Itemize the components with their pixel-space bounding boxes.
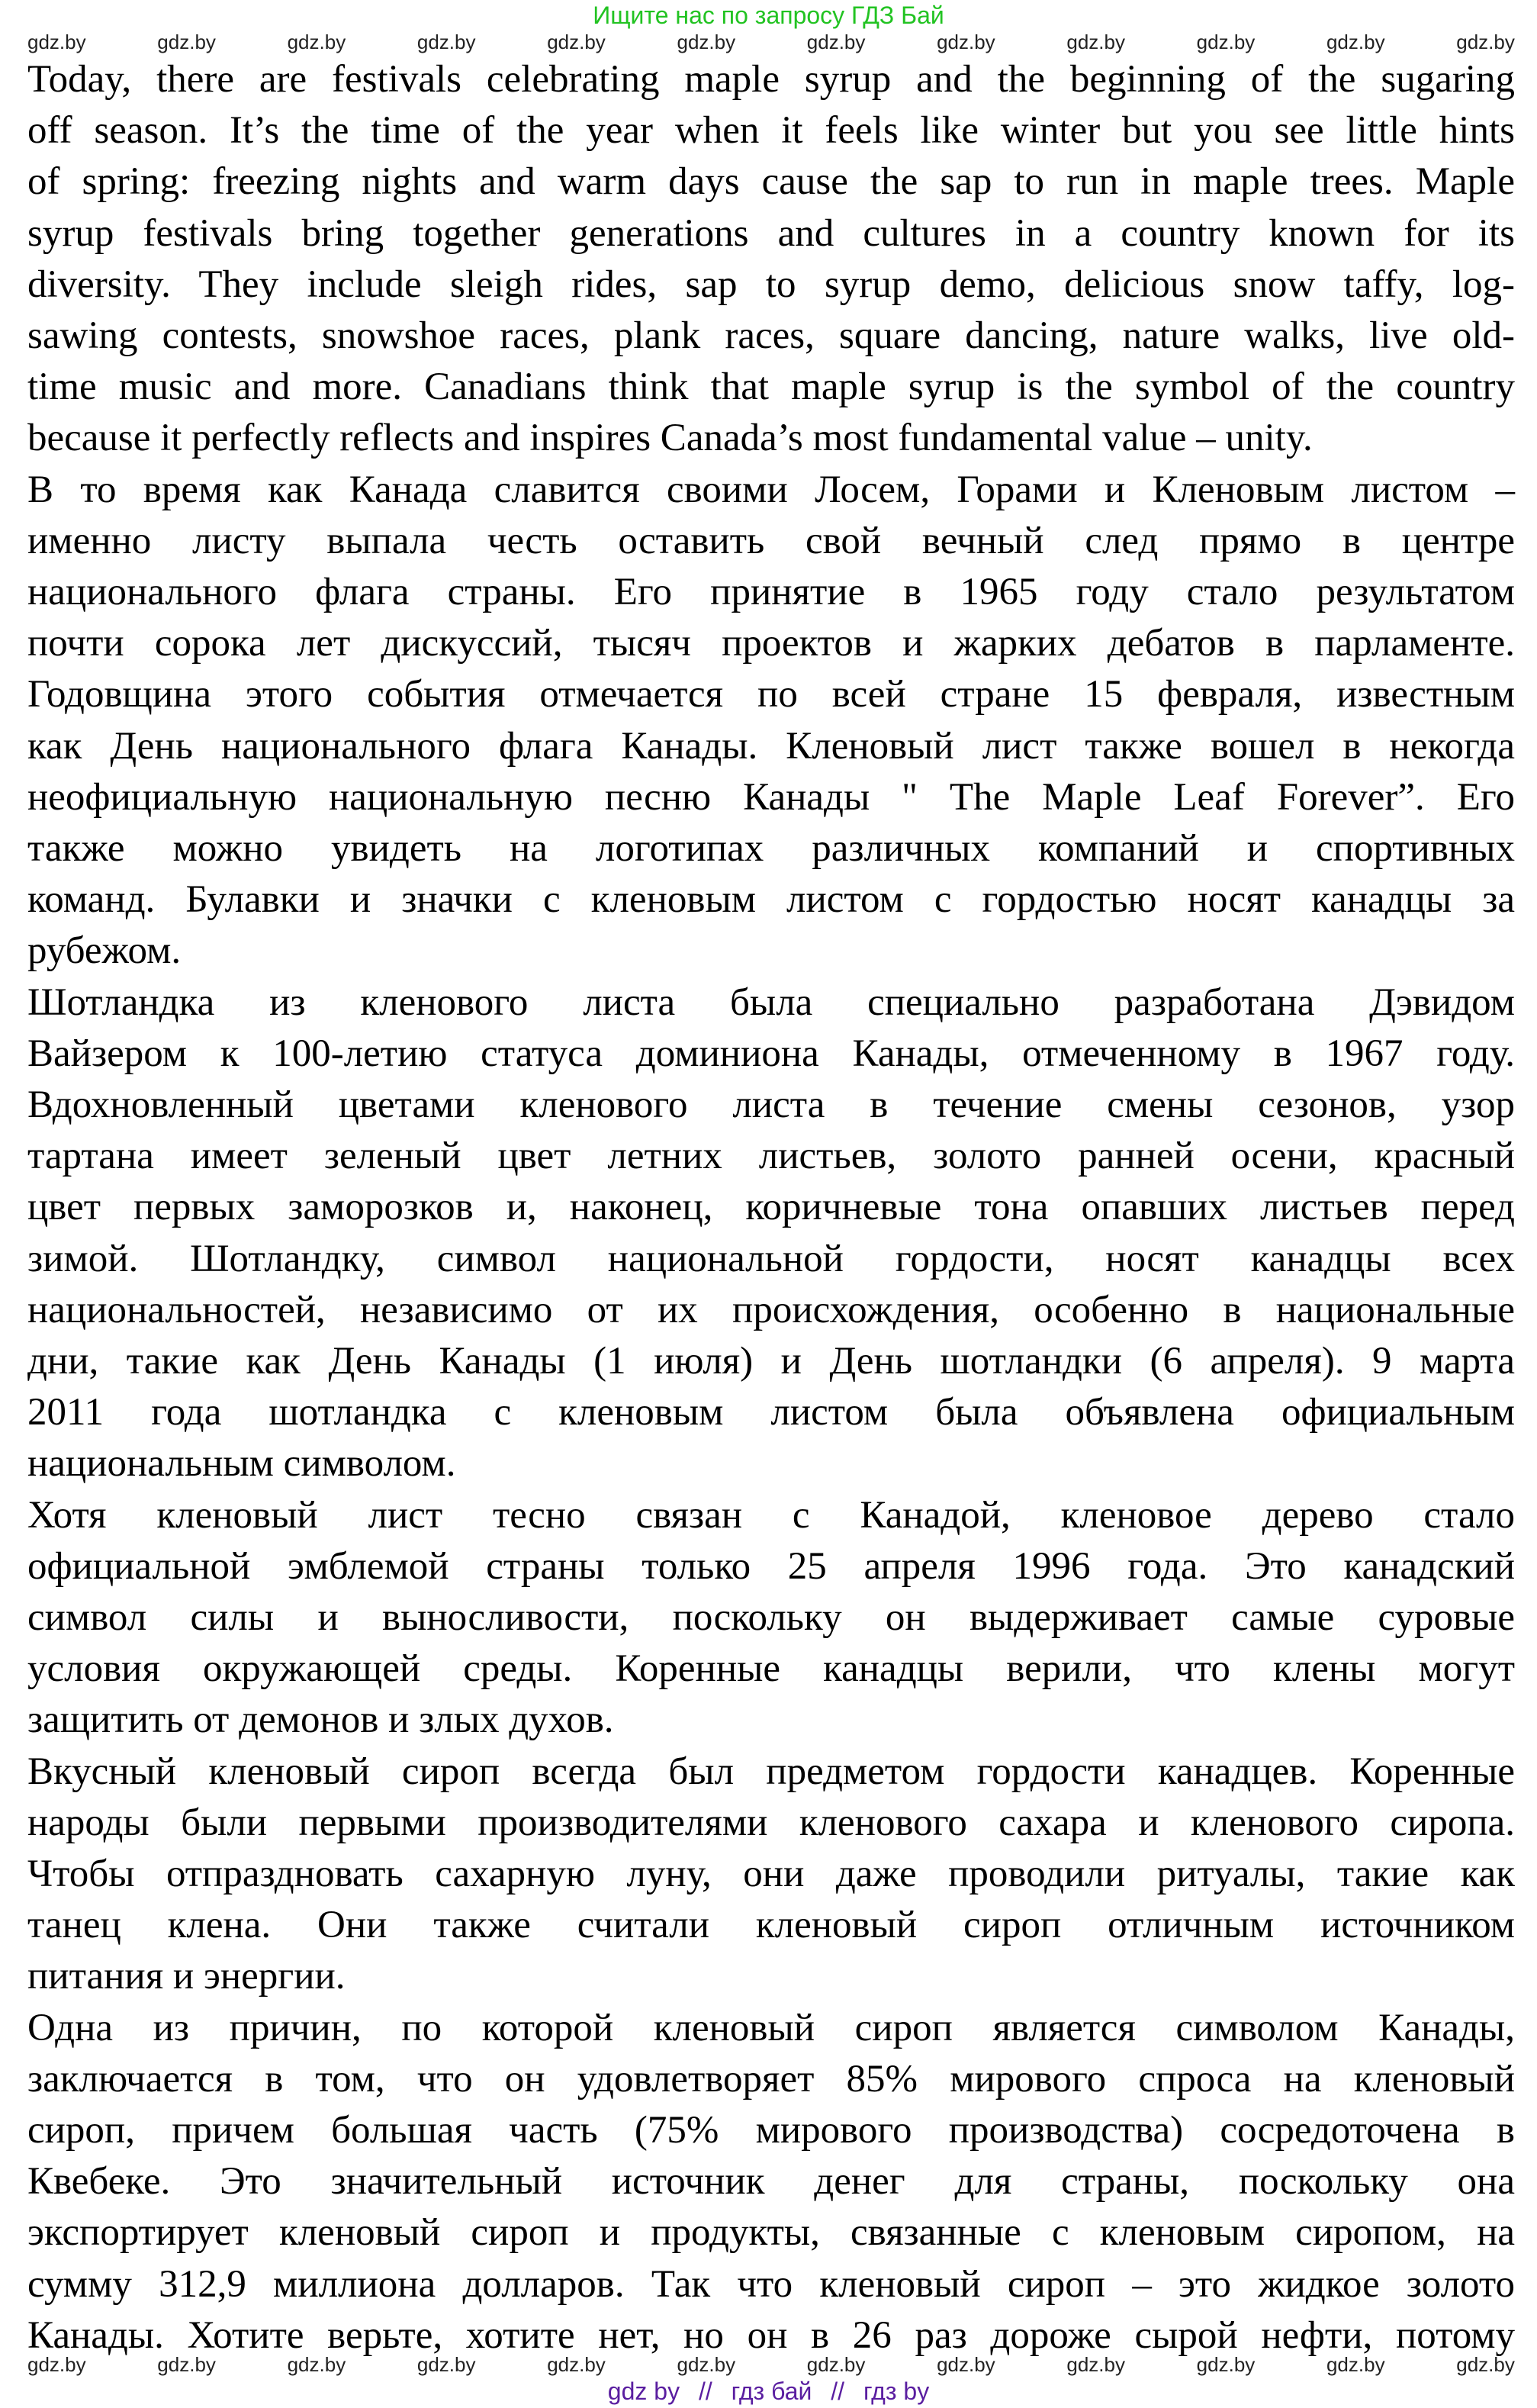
- paragraph-6-line: Квебеке. Это значительный источник денег для страны, поскольку она: [27, 2160, 1515, 2204]
- paragraph-4-line: официальной эмблемой страны только 25 апреля 1996 года. Это канадский: [27, 1544, 1515, 1588]
- paragraph-3-line: цвет первых заморозков и, наконец, коричневые тона опавших листьев перед: [27, 1186, 1515, 1229]
- paragraph-3-line: Шотландка из кленового листа была специально разработана Дэвидом: [27, 980, 1515, 1024]
- watermark: gdz.by: [157, 2353, 216, 2376]
- paragraph-1-line: because it perfectly reflects and inspires Canada’s most fundamental value – unity.: [27, 417, 1313, 460]
- paragraph-5-line: танец клена. Они также считали кленовый сироп отличным источником: [27, 1904, 1515, 1947]
- paragraph-4-line: защитить от демонов и злых духов.: [27, 1698, 614, 1742]
- footer-link-gdz-bai[interactable]: гдз бай: [731, 2377, 812, 2405]
- paragraph-5-line: питания и энергии.: [27, 1955, 346, 1998]
- footer-separator: //: [698, 2377, 712, 2405]
- watermark: gdz.by: [416, 2353, 476, 2376]
- paragraph-3-line: тартана имеет зеленый цвет летних листьев, золото ранней осени, красный: [27, 1135, 1515, 1178]
- paragraph-3-line: дни, такие как День Канады (1 июля) и День шотландки (6 апреля). 9 марта: [27, 1340, 1515, 1383]
- watermark: gdz.by: [1326, 2353, 1385, 2376]
- paragraph-1-line: off season. It’s the time of the year when it feels like winter but you see little hints: [27, 109, 1515, 153]
- watermark: gdz.by: [937, 2353, 995, 2376]
- footer-separator: //: [831, 2377, 845, 2405]
- paragraph-3-line: национальностей, независимо от их происхождения, особенно в национальные: [27, 1288, 1515, 1331]
- watermark: gdz.by: [806, 31, 866, 53]
- footer-links: [0, 2376, 1537, 2406]
- watermark: gdz.by: [1196, 2353, 1256, 2376]
- paragraph-2-line: Годовщина этого события отмечается по всей стране 15 февраля, известным: [27, 673, 1515, 716]
- paragraph-1-line: sawing contests, snowshoe races, plank races, square dancing, nature walks, live old-: [27, 314, 1515, 357]
- paragraph-3-line: зимой. Шотландку, символ национальной гордости, носят канадцы всех: [27, 1237, 1515, 1280]
- paragraph-1-line: diversity. They include sleigh rides, sap to syrup demo, delicious snow taffy, log-: [27, 262, 1515, 306]
- watermark: gdz.by: [1326, 31, 1385, 53]
- paragraph-6-line: сироп, причем большая часть (75% мирового производства) сосредоточена в: [27, 2109, 1515, 2152]
- watermark: gdz.by: [27, 2353, 86, 2376]
- paragraph-1-line: Today, there are festivals celebrating maple syrup and the beginning of the sugaring: [27, 58, 1515, 101]
- paragraph-4-line: условия окружающей среды. Коренные канадцы верили, что клены могут: [27, 1647, 1515, 1691]
- watermark-row-bottom: [27, 2354, 1515, 2375]
- watermark: gdz.by: [1456, 31, 1515, 53]
- paragraph-3-line: Вайзером к 100-летию статуса доминиона Канады, отмеченному в 1967 году.: [27, 1032, 1515, 1075]
- paragraph-2-line: именно листу выпала честь оставить свой вечный след прямо в центре: [27, 519, 1515, 562]
- watermark: gdz.by: [287, 31, 346, 53]
- watermark: gdz.by: [27, 31, 86, 53]
- paragraph-2-line: рубежом.: [27, 929, 182, 973]
- watermark: gdz.by: [157, 31, 216, 53]
- paragraph-6-line: Одна из причин, по которой кленовый сироп является символом Канады,: [27, 2006, 1515, 2049]
- watermark: gdz.by: [937, 31, 995, 53]
- paragraph-2-line: неофициальную национальную песню Канады " The Maple Leaf Forever”. Его: [27, 775, 1515, 819]
- watermark: gdz.by: [287, 2353, 346, 2376]
- search-banner[interactable]: Ищите нас по запросу ГДЗ Бай: [593, 2, 944, 29]
- watermark: gdz.by: [677, 31, 736, 53]
- paragraph-5-line: Вкусный кленовый сироп всегда был предметом гордости канадцев. Коренные: [27, 1750, 1515, 1793]
- paragraph-1-line: syrup festivals bring together generations and cultures in a country known for its: [27, 211, 1515, 255]
- watermark-row-top: [27, 31, 1515, 53]
- paragraph-5-line: Чтобы отпраздновать сахарную луну, они даже проводили ритуалы, такие как: [27, 1853, 1515, 1895]
- paragraph-3-line: 2011 года шотландка с кленовым листом была объявлена официальным: [27, 1391, 1515, 1434]
- paragraph-1-line: of spring: freezing nights and warm days cause the sap to run in maple trees. Maple: [27, 160, 1515, 204]
- watermark: gdz.by: [806, 2353, 866, 2376]
- footer-link-gdz-by[interactable]: gdz by: [607, 2377, 680, 2405]
- paragraph-4-line: символ силы и выносливости, поскольку он выдерживает самые суровые: [27, 1596, 1515, 1639]
- watermark: gdz.by: [1456, 2353, 1515, 2376]
- paragraph-2-line: также можно увидеть на логотипах различных компаний и спортивных: [27, 827, 1515, 870]
- watermark: gdz.by: [1066, 2353, 1125, 2376]
- watermark: gdz.by: [677, 2353, 736, 2376]
- watermark: gdz.by: [416, 31, 476, 53]
- watermark: gdz.by: [1066, 31, 1125, 53]
- paragraph-5-line: народы были первыми производителями кленового сахара и кленового сиропа.: [27, 1801, 1515, 1844]
- paragraph-6-line: экспортирует кленовый сироп и продукты, связанные с кленовым сиропом, на: [27, 2211, 1515, 2255]
- paragraph-6-line: заключается в том, что он удовлетворяет 85% мирового спроса на кленовый: [27, 2057, 1515, 2101]
- paragraph-2-line: В то время как Канада славится своими Лосем, Горами и Кленовым листом –: [27, 468, 1515, 511]
- paragraph-6-line: Канады. Хотите верьте, хотите нет, но он в 26 раз дороже сырой нефти, потому: [27, 2313, 1515, 2357]
- paragraph-2-line: национального флага страны. Его принятие в 1965 году стало результатом: [27, 571, 1515, 613]
- paragraph-2-line: команд. Булавки и значки с кленовым листом с гордостью носят канадцы за: [27, 878, 1515, 922]
- paragraph-3-line: Вдохновленный цветами кленового листа в течение смены сезонов, узор: [27, 1083, 1515, 1126]
- footer-link-gdz-by-cyr[interactable]: гдз by: [863, 2377, 930, 2405]
- paragraph-3-line: национальным символом.: [27, 1442, 456, 1486]
- paragraph-2-line: как День национального флага Канады. Кленовый лист также вошел в некогда: [27, 724, 1515, 768]
- paragraph-6-line: сумму 312,9 миллиона долларов. Так что кленовый сироп – это жидкое золото: [27, 2262, 1515, 2306]
- paragraph-4-line: Хотя кленовый лист тесно связан с Канадой, кленовое дерево стало: [27, 1493, 1515, 1537]
- watermark: gdz.by: [1196, 31, 1256, 53]
- paragraph-2-line: почти сорока лет дискуссий, тысяч проектов и жарких дебатов в парламенте.: [27, 622, 1515, 665]
- watermark: gdz.by: [547, 2353, 606, 2376]
- paragraph-1-line: time music and more. Canadians think that maple syrup is the symbol of the country: [27, 365, 1515, 409]
- watermark: gdz.by: [547, 31, 606, 53]
